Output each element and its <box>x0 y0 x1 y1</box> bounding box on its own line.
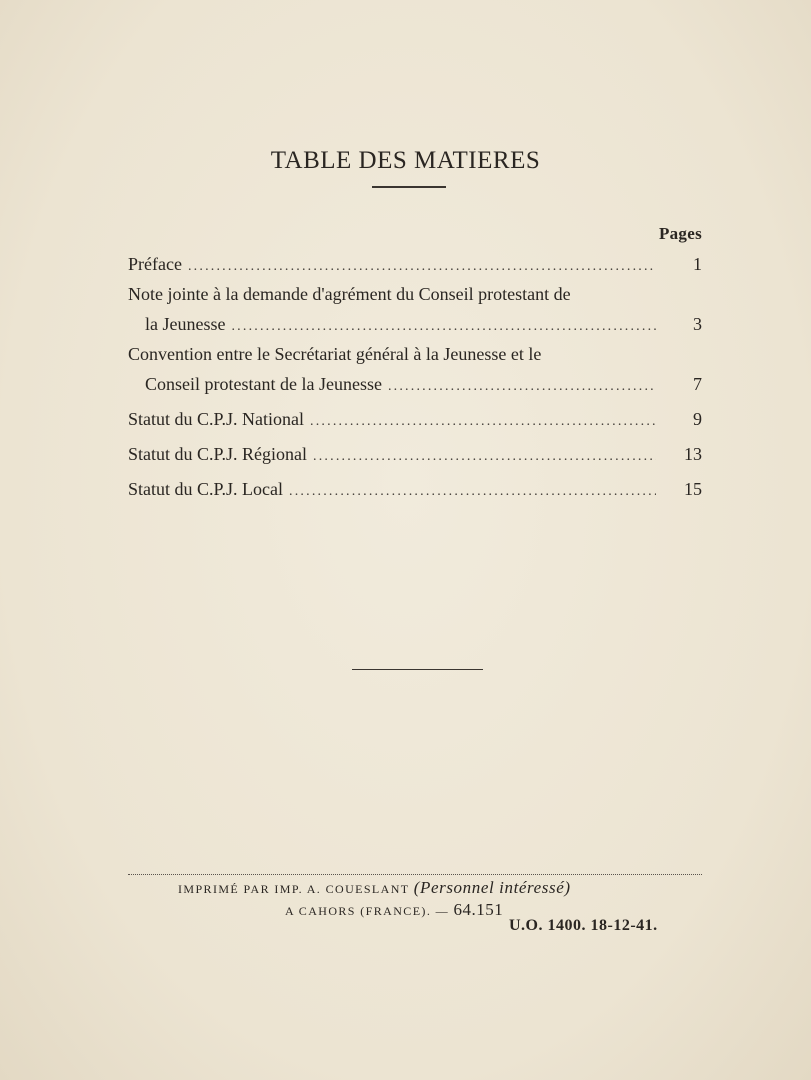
title-underline <box>372 186 446 188</box>
imprint-rule <box>128 874 702 875</box>
imprint-line-1 <box>178 878 571 898</box>
toc-entry-title: Note jointe à la demande d'agrément du Conseil protestant de <box>128 284 571 304</box>
imprint-code: U.O. 1400. 18-12-41. <box>509 917 658 934</box>
toc-line <box>128 254 702 284</box>
toc-entry-statut-national <box>128 409 702 439</box>
toc-entry-statut-local <box>128 479 702 509</box>
toc-entry-title-cont: la Jeunesse <box>145 314 226 334</box>
toc-page-number: 9 <box>693 409 702 429</box>
toc-page-number: 15 <box>684 479 702 499</box>
toc-line <box>128 314 702 344</box>
dot-leader <box>231 319 656 335</box>
dot-leader <box>188 259 656 275</box>
toc-entry-title: Préface <box>128 254 182 274</box>
toc-line <box>128 409 702 439</box>
toc-line <box>128 444 702 474</box>
section-divider <box>352 669 483 670</box>
toc-line <box>128 284 702 314</box>
toc-page-number: 1 <box>693 254 702 274</box>
toc-entry-title: Convention entre le Secrétariat général à la Jeunesse et le <box>128 344 542 364</box>
dot-leader <box>310 414 656 430</box>
pages-column-heading: Pages <box>658 224 702 243</box>
toc-line <box>128 479 702 509</box>
toc-entry-preface <box>128 254 702 284</box>
toc-entry-title-cont: Conseil protestant de la Jeunesse <box>145 374 382 394</box>
imprint-number: 64.151 <box>453 900 504 919</box>
toc-entry-note-jointe <box>128 284 702 344</box>
toc-line <box>128 374 702 404</box>
imprint-location: A CAHORS (FRANCE). — <box>285 904 450 918</box>
dot-leader <box>388 379 656 395</box>
dot-leader <box>313 449 656 465</box>
imprint-line-2 <box>285 900 503 920</box>
toc-entry-title: Statut du C.P.J. National <box>128 409 305 429</box>
dot-leader <box>289 484 656 500</box>
toc-entry-title: Statut du C.P.J. Régional <box>128 444 308 464</box>
toc-page-number: 7 <box>693 374 702 394</box>
imprint-printer: IMPRIMÉ PAR IMP. A. COUESLANT <box>178 882 410 896</box>
toc-entry-convention <box>128 344 702 404</box>
toc-line <box>128 344 702 374</box>
toc-entry-statut-regional <box>128 444 702 474</box>
page-title: TABLE DES MATIERES <box>270 147 541 174</box>
toc-page-number: 3 <box>693 314 702 334</box>
toc-page-number: 13 <box>684 444 702 464</box>
imprint-note: (Personnel intéressé) <box>413 878 571 897</box>
toc-entry-title: Statut du C.P.J. Local <box>128 479 284 499</box>
